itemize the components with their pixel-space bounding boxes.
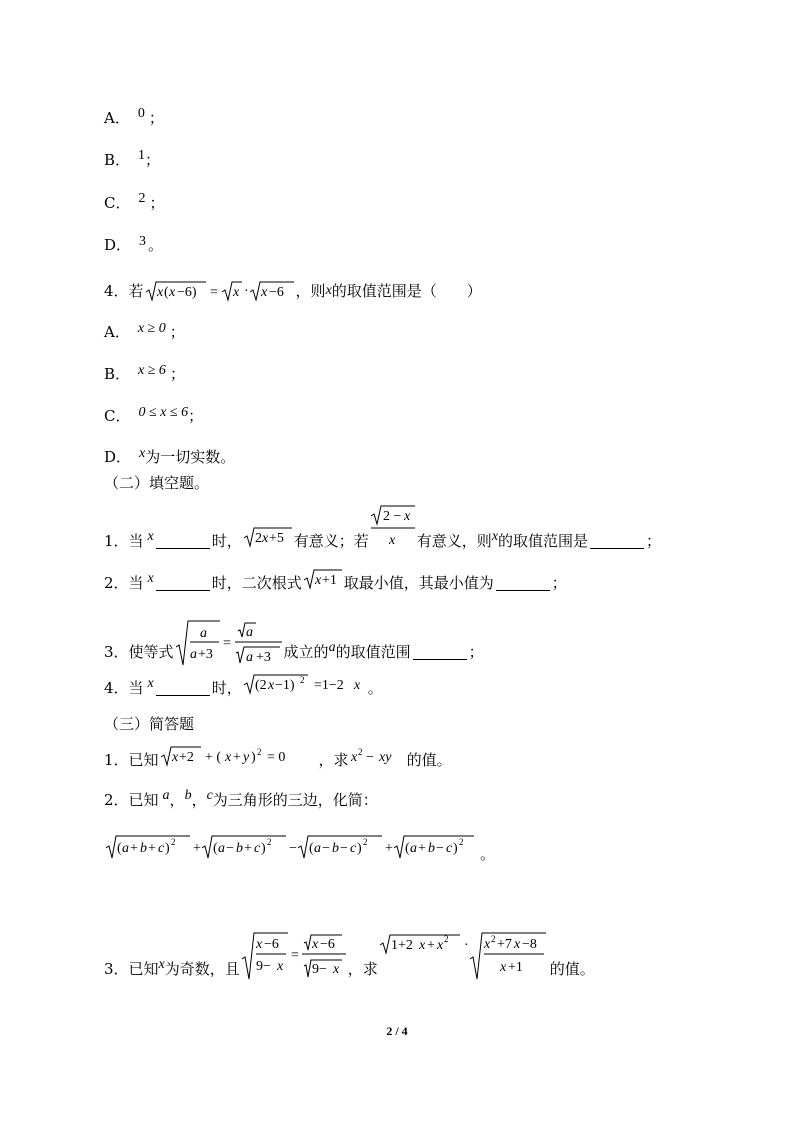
section-title-fill (104, 473, 209, 493)
choice-label: B． (104, 151, 131, 169)
svg-text:a: a (218, 841, 225, 856)
svg-text:−8: −8 (521, 937, 537, 952)
choice-suffix: ； (149, 194, 165, 212)
svg-text:−: − (365, 750, 374, 765)
svg-text:+3: +3 (255, 650, 271, 665)
svg-text:x: x (350, 750, 357, 765)
svg-text:b: b (428, 841, 435, 856)
question-text: 为奇数，且 (164, 960, 240, 978)
svg-text:x: x (332, 962, 339, 977)
variable: c (206, 788, 213, 803)
svg-text:+2: +2 (178, 750, 194, 765)
question-4-equation (144, 280, 296, 302)
question-suffix: ； (468, 643, 484, 661)
svg-text:y: y (242, 750, 249, 765)
section-title: （三）简答题 (104, 715, 195, 733)
svg-text:9−: 9− (311, 962, 327, 977)
choice-label: A． (104, 109, 130, 127)
question-text: ，则 (295, 282, 326, 300)
choice-suffix: ； (169, 323, 185, 341)
question-suffix: ； (646, 532, 662, 550)
question-text: 时， (211, 532, 242, 550)
short-1-expr1 (159, 745, 319, 767)
variable: x (325, 283, 332, 298)
separator: ， (169, 791, 185, 809)
answer-blank[interactable] (496, 576, 550, 591)
svg-text:x: x (311, 937, 318, 952)
choice-q3-a (104, 108, 164, 128)
question-number: 1．当 (104, 532, 144, 550)
svg-text:a: a (189, 647, 197, 662)
svg-text:+: + (193, 841, 201, 856)
svg-text:=1−2: =1−2 (313, 678, 344, 693)
svg-text:x: x (261, 531, 268, 546)
choice-q4-a (104, 322, 185, 342)
svg-text:a: a (245, 625, 253, 640)
svg-text:−6: −6 (268, 285, 284, 300)
question-text: ，求 (347, 960, 378, 978)
choice-label: C． (104, 194, 131, 212)
svg-text:+1: +1 (321, 573, 337, 588)
svg-text:): ) (250, 750, 256, 765)
svg-text:2: 2 (490, 934, 496, 944)
svg-text:x: x (171, 750, 178, 765)
svg-text:·: · (463, 938, 469, 953)
choice-label: D． (104, 448, 132, 466)
svg-text:+: + (244, 841, 252, 856)
fill-question-2 (104, 573, 567, 593)
svg-text:−6): −6) (176, 285, 197, 300)
variable: x (147, 676, 154, 691)
svg-text:+: + (385, 841, 393, 856)
svg-text:x: x (513, 937, 521, 952)
fill-1-expr1 (242, 526, 294, 548)
choice-suffix: ； (148, 109, 164, 127)
question-text: 时，二次根式 (211, 574, 302, 592)
svg-text:2: 2 (443, 934, 449, 944)
svg-text:(: ( (213, 841, 218, 856)
question-number: 2．已知 (104, 791, 159, 809)
question-text: 的取值范围是（ ） (331, 282, 482, 300)
svg-text:): ) (165, 841, 170, 856)
choice-label: B． (104, 365, 131, 383)
question-text: 的值。 (549, 960, 595, 978)
svg-text:): ) (357, 841, 362, 856)
svg-text:(: ( (163, 285, 169, 300)
choice-label: C． (104, 407, 131, 425)
variable: x (147, 529, 154, 544)
svg-text:2: 2 (254, 531, 262, 546)
choice-q4-d (104, 447, 235, 467)
svg-text:2: 2 (256, 747, 262, 757)
svg-text:): ) (261, 841, 266, 856)
svg-text:c: c (446, 841, 453, 856)
short-question-3 (104, 934, 595, 981)
question-text: 有意义，则 (416, 532, 492, 550)
choice-suffix: ； (188, 407, 204, 425)
svg-text:b: b (236, 841, 243, 856)
choice-math: x ≥ 6 (138, 363, 166, 378)
question-4 (104, 280, 482, 302)
short-question-2 (104, 790, 378, 810)
question-suffix: 。 (367, 679, 383, 697)
svg-text:−: − (340, 841, 348, 856)
short-question-2-expression (104, 830, 495, 864)
svg-text:2 −: 2 − (382, 509, 402, 524)
variable: a (162, 788, 170, 803)
question-text: 为三角形的三边，化简： (212, 791, 378, 809)
choice-label: A． (104, 323, 130, 341)
svg-text:x: x (276, 959, 283, 974)
question-text: 的取值范围 (335, 643, 411, 661)
svg-text:+: + (232, 750, 241, 765)
svg-text:x: x (224, 750, 231, 765)
svg-text:a: a (199, 626, 207, 641)
svg-text:x: x (260, 285, 267, 300)
svg-text:+: + (130, 841, 138, 856)
fill-question-1 (104, 509, 662, 551)
question-number: 2．当 (104, 574, 144, 592)
variable: x (147, 571, 154, 586)
svg-text:a: a (245, 650, 253, 665)
svg-text:xy: xy (378, 750, 391, 765)
choice-math: 0 ≤ x ≤ 6 (138, 405, 189, 420)
svg-text:a: a (410, 841, 417, 856)
svg-text:(2: (2 (254, 678, 267, 693)
section-title: （二）填空题。 (104, 474, 210, 492)
svg-text:+5: +5 (268, 531, 284, 546)
svg-text:x: x (168, 285, 175, 300)
fill-question-4 (104, 675, 383, 698)
svg-text:(: ( (117, 841, 122, 856)
svg-text:x: x (483, 937, 491, 952)
fill-2-expr1 (302, 568, 344, 590)
choice-q3-b (104, 150, 160, 170)
svg-text:(: ( (405, 841, 410, 856)
choice-q4-c (104, 406, 203, 426)
question-suffix: ； (551, 574, 567, 592)
svg-text:c: c (158, 841, 165, 856)
short-2-expr (104, 834, 476, 860)
choice-suffix: 为一切实数。 (145, 448, 236, 466)
svg-text:9−: 9− (255, 959, 271, 974)
page-number: 2 / 4 (386, 1024, 408, 1038)
question-number: 4．当 (104, 679, 144, 697)
svg-text:=: = (222, 636, 231, 651)
variable: b (184, 788, 192, 803)
svg-text:= 0: = 0 (266, 750, 285, 765)
svg-text:+3: +3 (197, 647, 213, 662)
svg-text:−: − (289, 841, 297, 856)
svg-text:2: 2 (363, 837, 368, 847)
fill-1-expr2 (369, 504, 417, 550)
choice-q3-c (104, 193, 165, 213)
svg-text:x: x (267, 678, 274, 693)
choice-suffix: ； (169, 365, 185, 383)
question-text: 取最小值，其最小值为 (343, 574, 494, 592)
answer-blank[interactable] (156, 534, 210, 549)
svg-text:x: x (418, 938, 426, 953)
svg-text:=: = (290, 948, 299, 963)
svg-text:): ) (453, 841, 458, 856)
fill-4-expr1 (242, 673, 368, 695)
svg-text:a: a (122, 841, 129, 856)
svg-text:b: b (140, 841, 147, 856)
svg-text:−: − (322, 841, 330, 856)
svg-text:=: = (209, 285, 218, 300)
section-title-short (104, 714, 194, 734)
choice-q3-d (104, 235, 163, 255)
svg-text:2: 2 (357, 747, 363, 757)
fill-question-3 (104, 625, 484, 667)
answer-blank[interactable] (156, 681, 210, 696)
choice-value: 2 (138, 191, 146, 206)
svg-text:+: + (426, 938, 435, 953)
svg-text:+7: +7 (496, 937, 512, 952)
question-number: 4．若 (104, 282, 144, 300)
question-text: 成立的 (283, 643, 329, 661)
question-number: 3．已知 (104, 960, 159, 978)
choice-value: 1 (138, 148, 146, 163)
choice-label: D． (104, 236, 132, 254)
question-number: 3．使等式 (104, 643, 174, 661)
fill-3-expr1 (174, 619, 284, 667)
question-text: 时， (211, 679, 242, 697)
svg-text:2: 2 (459, 837, 464, 847)
svg-text:x: x (499, 960, 507, 975)
svg-text:x: x (255, 937, 262, 952)
choice-suffix: 。 (148, 236, 164, 254)
question-number: 1．已知 (104, 751, 159, 769)
separator: ， (191, 791, 207, 809)
answer-blank[interactable] (156, 576, 210, 591)
svg-text:a: a (314, 841, 321, 856)
short-question-1 (104, 747, 452, 770)
short-3-expr1 (240, 931, 348, 981)
svg-text:+ (: + ( (204, 750, 221, 765)
svg-text:2: 2 (267, 837, 272, 847)
svg-text:b: b (332, 841, 339, 856)
choice-q4-b (104, 364, 185, 384)
question-text: 有意义；若 (293, 532, 369, 550)
choice-value: 0 (137, 106, 145, 121)
answer-blank[interactable] (590, 534, 644, 549)
variable: x (491, 529, 499, 544)
svg-text:+1: +1 (507, 960, 523, 975)
svg-text:+: + (418, 841, 426, 856)
svg-text:−6: −6 (319, 937, 335, 952)
svg-text:−6: −6 (263, 937, 279, 952)
svg-text:1+2: 1+2 (390, 938, 413, 953)
svg-text:x: x (403, 509, 411, 524)
svg-text:2: 2 (299, 675, 305, 685)
svg-text:x: x (353, 678, 360, 693)
variable: a (328, 640, 336, 655)
svg-text:·: · (243, 284, 249, 299)
svg-text:x: x (156, 285, 163, 300)
svg-text:c: c (254, 841, 261, 856)
svg-text:−: − (226, 841, 234, 856)
choice-math: x (139, 446, 146, 461)
short-1-expr2 (349, 745, 407, 767)
svg-text:c: c (350, 841, 357, 856)
short-3-expr2 (378, 931, 548, 981)
svg-text:x: x (388, 533, 396, 548)
svg-text:x: x (232, 285, 239, 300)
answer-blank[interactable] (413, 645, 467, 660)
svg-text:x: x (314, 573, 321, 588)
svg-text:−1): −1) (274, 678, 295, 693)
svg-text:2: 2 (171, 837, 176, 847)
choice-value: 3 (139, 234, 147, 249)
question-suffix: 。 (480, 845, 496, 863)
question-text: ，求 (318, 751, 349, 769)
question-text: 的值。 (406, 751, 452, 769)
svg-text:x: x (436, 938, 444, 953)
variable: x (158, 957, 165, 972)
svg-text:(: ( (309, 841, 314, 856)
question-text: 的取值范围是 (498, 532, 589, 550)
svg-text:+: + (148, 841, 156, 856)
svg-text:−: − (436, 841, 444, 856)
choice-math: x ≥ 0 (137, 321, 166, 336)
choice-suffix: ； (145, 151, 161, 169)
